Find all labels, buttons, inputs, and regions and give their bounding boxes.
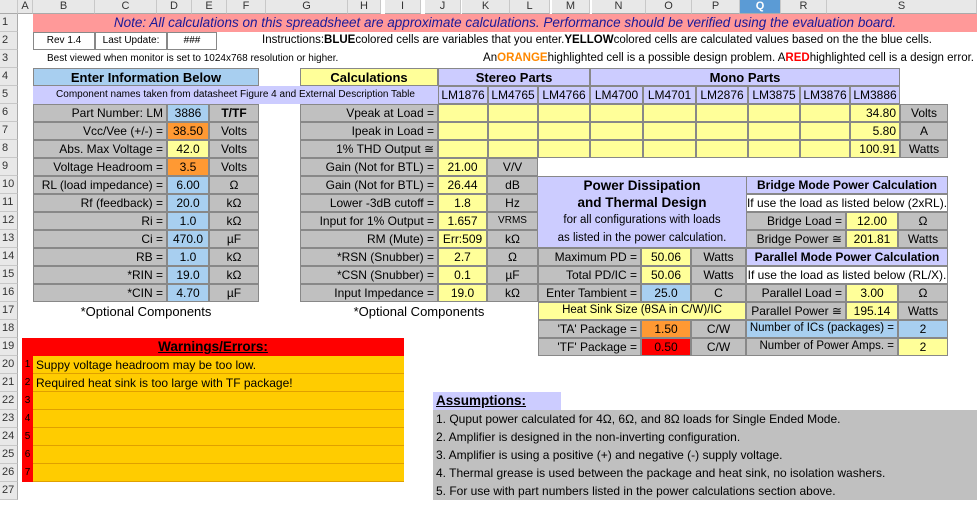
enter-label-1: Vcc/Vee (+/-) = [33,122,167,140]
part-unit-2: Watts [900,140,948,158]
row-header-16[interactable]: 16 [0,284,18,302]
calc-unit-8: Ω [487,248,538,266]
warning-item-5 [33,428,404,446]
row-header-27[interactable]: 27 [0,482,18,500]
component-names-note: Component names taken from datasheet Figure 4 and External Description Table [33,86,438,104]
calc-unit-6: VRMS [487,212,538,230]
row-header-1[interactable]: 1 [0,14,18,32]
number-ics-label: Number of ICs (packages) = [746,320,898,338]
warnings-title: Warnings/Errors: [22,338,404,356]
warning-num-3: 3 [22,392,33,410]
column-header-k[interactable]: K [462,0,510,14]
row-header-8[interactable]: 8 [0,140,18,158]
parallel-load-value: 3.00 [846,284,898,302]
max-pd-unit: Watts [691,248,746,266]
calc-unit-5: Hz [487,194,538,212]
tf-package-value: 0.50 [641,338,691,356]
part-result-1-5 [696,122,748,140]
column-header-g[interactable]: G [266,0,348,14]
part-result-0-6 [748,104,800,122]
calc-unit-9: µF [487,266,538,284]
column-header-b[interactable]: B [33,0,95,14]
heat-sink-label: Heat Sink Size (θSA in C/W)/IC [538,302,746,320]
part-result-1-8: 5.80 [850,122,900,140]
calc-unit-10: kΩ [487,284,538,302]
part-header-lm3875: LM3875 [748,86,800,104]
part-result-0-0 [438,104,488,122]
assumption-item-5: 5. For use with part numbers listed in the power calculations section above. [433,482,977,500]
column-header-a[interactable]: A [18,0,33,14]
part-header-lm4701: LM4701 [643,86,696,104]
row-header-5[interactable]: 5 [0,86,18,104]
bridge-power-unit: Watts [898,230,948,248]
enter-unit-2: Volts [209,140,259,158]
warning-num-6: 6 [22,446,33,464]
enter-unit-1: Volts [209,122,259,140]
assumption-item-3: 3. Amplifier is using a positive (+) and negative (-) supply voltage. [433,446,977,464]
column-header-n[interactable]: N [592,0,646,14]
warning-item-3 [33,392,404,410]
parallel-power-unit: Watts [898,302,948,320]
best-viewed-note: Best viewed when monitor is set to 1024x768 resolution or higher. [47,53,339,64]
warning-item-4 [33,410,404,428]
part-header-lm3886: LM3886 [850,86,900,104]
orange-pre: An [483,52,498,65]
row-header-9[interactable]: 9 [0,158,18,176]
part-result-0-1 [488,104,538,122]
column-header-f[interactable]: F [227,0,266,14]
part-result-2-8: 100.91 [850,140,900,158]
parallel-power-label: Parallel Power ≅ [746,302,846,320]
enter-unit-10: µF [209,284,259,302]
part-result-1-0 [438,122,488,140]
part-result-0-8: 34.80 [850,104,900,122]
row-header-11[interactable]: 11 [0,194,18,212]
column-header-o[interactable]: O [646,0,692,14]
part-header-lm3876: LM3876 [800,86,850,104]
part-header-lm1876: LM1876 [438,86,488,104]
calc-unit-7: kΩ [487,230,538,248]
row-header-15[interactable]: 15 [0,266,18,284]
part-result-2-1 [488,140,538,158]
max-pd-label: Maximum PD = [538,248,641,266]
power-title-2: and Thermal Design [538,194,746,212]
row-header-18[interactable]: 18 [0,320,18,338]
row-header-6[interactable]: 6 [0,104,18,122]
bridge-load-value: 12.00 [846,212,898,230]
enter-value-9[interactable]: 19.0 [167,266,209,284]
part-result-0-5 [696,104,748,122]
calc-value-6: 1.657 [438,212,487,230]
row-header-26[interactable]: 26 [0,464,18,482]
bridge-power-value: 201.81 [846,230,898,248]
calc-label-3: Gain (Not for BTL) = [300,158,438,176]
part-result-2-2 [538,140,590,158]
row-header-3[interactable]: 3 [0,50,18,68]
row-header-13[interactable]: 13 [0,230,18,248]
column-header-s[interactable]: S [827,0,977,14]
warning-item-2: Required heat sink is too large with TF package! [33,374,404,392]
part-unit-1: A [900,122,948,140]
calc-value-9: 0.1 [438,266,487,284]
instructions-text [217,32,977,50]
power-sub-2: as listed in the power calculation. [538,230,746,248]
assumption-item-1: 1. Quput power calculated for 4Ω, 6Ω, and 8Ω loads for Single Ended Mode. [433,410,977,428]
power-title-1: Power Dissipation [538,176,746,194]
power-sub-1: for all configurations with loads [538,212,746,230]
part-header-lm2876: LM2876 [696,86,748,104]
row-header-7[interactable]: 7 [0,122,18,140]
enter-unit-0: T/TF [209,104,259,122]
part-result-0-2 [538,104,590,122]
column-header-m[interactable]: M [552,0,590,14]
part-result-1-7 [800,122,850,140]
column-header-h[interactable]: H [348,0,381,14]
part-result-0-4 [643,104,696,122]
tambient-input[interactable]: 25.0 [641,284,691,302]
calc-value-4: 26.44 [438,176,487,194]
orange-word: ORANGE [497,52,548,65]
part-header-lm4766: LM4766 [538,86,590,104]
enter-label-4: RL (load impedance) = [33,176,167,194]
max-pd-value: 50.06 [641,248,691,266]
calc-label-1: Ipeak in Load = [300,122,438,140]
calc-label-8: *RSN (Snubber) = [300,248,438,266]
enter-label-7: Ci = [33,230,167,248]
part-result-1-6 [748,122,800,140]
row-header-20[interactable]: 20 [0,356,18,374]
enter-unit-5: kΩ [209,194,259,212]
number-amps-value: 2 [898,338,948,356]
column-header-p[interactable]: P [692,0,740,14]
parallel-load-label: Parallel Load = [746,284,846,302]
calc-value-10: 19.0 [438,284,487,302]
parallel-title: Parallel Mode Power Calculation [746,248,948,266]
orange-post: highlighted cell is a design error. [809,52,974,65]
enter-value-8[interactable]: 1.0 [167,248,209,266]
instr-post: colored cells are calculated values based on the the blue cells. [613,34,932,47]
tambient-label: Enter Tambient = [538,284,641,302]
enter-value-6[interactable]: 1.0 [167,212,209,230]
part-result-2-3 [590,140,643,158]
bridge-load-unit: Ω [898,212,948,230]
enter-value-0[interactable]: 3886 [167,104,209,122]
red-word: RED [785,52,810,65]
enter-label-2: Abs. Max Voltage = [33,140,167,158]
row-header-4[interactable]: 4 [0,68,18,86]
column-header-e[interactable]: E [192,0,227,14]
calculations-title: Calculations [300,68,438,86]
enter-info-title: Enter Information Below [33,68,259,86]
part-result-1-4 [643,122,696,140]
orange-red-note [393,50,977,68]
calc-label-10: Input Impedance = [300,284,438,302]
row-header-24[interactable]: 24 [0,428,18,446]
number-ics-input[interactable]: 2 [898,320,948,338]
instr-yellow: YELLOW [564,34,614,47]
parallel-power-value: 195.14 [846,302,898,320]
enter-label-8: RB = [33,248,167,266]
calc-label-0: Vpeak at Load = [300,104,438,122]
part-header-lm4700: LM4700 [590,86,643,104]
parallel-sub: If use the load as listed below (RL/X). [747,268,947,282]
calc-value-7: Err:509 [438,230,487,248]
tf-package-label: 'TF' Package = [538,338,641,356]
enter-value-5[interactable]: 20.0 [167,194,209,212]
calc-unit-3: V/V [487,158,538,176]
enter-value-10[interactable]: 4.70 [167,284,209,302]
row-header-22[interactable]: 22 [0,392,18,410]
warning-num-5: 5 [22,428,33,446]
part-result-1-3 [590,122,643,140]
row-header-2[interactable]: 2 [0,32,18,50]
warning-num-7: 7 [22,464,33,482]
enter-label-0: Part Number: LM [33,104,167,122]
calc-label-4: Gain (Not for BTL) = [300,176,438,194]
column-header-i[interactable]: I [385,0,421,14]
warning-num-2: 2 [22,374,33,392]
total-pd-unit: Watts [691,266,746,284]
part-unit-0: Volts [900,104,948,122]
instr-blue: BLUE [324,34,356,47]
number-amps-label: Number of Power Amps. = [746,338,898,356]
enter-label-3: Voltage Headroom = [33,158,167,176]
assumption-item-4: 4. Thermal grease is used between the package and heat sink, no isolation washers. [433,464,977,482]
orange-mid: highlighted cell is a possible design problem. A [547,52,786,65]
ta-package-value: 1.50 [641,320,691,338]
instr-pre: Instructions: [262,34,325,47]
bridge-load-label: Bridge Load = [746,212,846,230]
stereo-parts-title: Stereo Parts [438,68,590,86]
enter-value-7[interactable]: 470.0 [167,230,209,248]
calc-label-2: 1% THD Output ≅ [300,140,438,158]
enter-value-2: 42.0 [167,140,209,158]
column-header-q[interactable]: Q [740,0,781,14]
parallel-load-unit: Ω [898,284,948,302]
part-result-2-4 [643,140,696,158]
assumption-item-2: 2. Amplifier is designed in the non-inverting configuration. [433,428,977,446]
row-header-19[interactable]: 19 [0,338,18,356]
enter-unit-6: kΩ [209,212,259,230]
row-header-17[interactable]: 17 [0,302,18,320]
calc-optional-note: *Optional Components [353,303,485,319]
calc-unit-4: dB [487,176,538,194]
enter-unit-4: Ω [209,176,259,194]
enter-unit-8: kΩ [209,248,259,266]
bridge-sub: If use the load as listed below (2xRL). [746,196,948,210]
rev-label: Rev 1.4 [33,32,95,50]
row-header-23[interactable]: 23 [0,410,18,428]
column-header-j[interactable]: J [425,0,461,14]
part-result-2-7 [800,140,850,158]
enter-value-1: 38.50 [167,122,209,140]
column-header-d[interactable]: D [157,0,192,14]
part-result-2-0 [438,140,488,158]
bridge-power-label: Bridge Power ≅ [746,230,846,248]
calc-label-5: Lower -3dB cutoff = [300,194,438,212]
part-result-0-3 [590,104,643,122]
assumptions-title: Assumptions: [433,392,561,410]
last-update-value[interactable]: ### [167,32,217,50]
calc-value-8: 2.7 [438,248,487,266]
row-header-21[interactable]: 21 [0,374,18,392]
enter-value-4[interactable]: 6.00 [167,176,209,194]
enter-unit-7: µF [209,230,259,248]
calc-label-7: RM (Mute) = [300,230,438,248]
column-header-l[interactable]: L [510,0,550,14]
part-header-lm4765: LM4765 [488,86,538,104]
row-header-25[interactable]: 25 [0,446,18,464]
enter-unit-3: Volts [209,158,259,176]
tf-package-unit: C/W [691,338,746,356]
column-header-c[interactable]: C [95,0,157,14]
part-result-2-6 [748,140,800,158]
calc-value-5: 1.8 [438,194,487,212]
row-header-12[interactable]: 12 [0,212,18,230]
calc-label-9: *CSN (Snubber) = [300,266,438,284]
total-pd-label: Total PD/IC = [538,266,641,284]
mono-parts-title: Mono Parts [590,68,900,86]
warning-item-6 [33,446,404,464]
ta-package-unit: C/W [691,320,746,338]
part-result-2-5 [696,140,748,158]
enter-label-9: *RIN = [33,266,167,284]
enter-unit-9: kΩ [209,266,259,284]
note-banner: Note: All calculations on this spreadsheet are approximate calculations. Performance should be verified using the evaluation board. [33,14,977,32]
select-all-corner[interactable] [0,0,18,14]
part-result-1-2 [538,122,590,140]
warning-num-1: 1 [22,356,33,374]
row-header-10[interactable]: 10 [0,176,18,194]
column-header-r[interactable]: R [781,0,827,14]
part-result-0-7 [800,104,850,122]
calc-value-3: 21.00 [438,158,487,176]
tambient-unit: C [691,284,746,302]
part-result-1-1 [488,122,538,140]
last-update-label: Last Update: [95,32,167,50]
warning-item-7 [33,464,404,482]
enter-optional-note: *Optional Components [80,303,212,319]
row-header-14[interactable]: 14 [0,248,18,266]
enter-label-5: Rf (feedback) = [33,194,167,212]
instr-mid: colored cells are variables that you enter. [355,34,565,47]
enter-label-10: *CIN = [33,284,167,302]
bridge-title: Bridge Mode Power Calculation [746,176,948,194]
calc-label-6: Input for 1% Output = [300,212,438,230]
enter-label-6: Ri = [33,212,167,230]
warning-num-4: 4 [22,410,33,428]
ta-package-label: 'TA' Package = [538,320,641,338]
total-pd-value: 50.06 [641,266,691,284]
warning-item-1: Suppy voltage headroom may be too low. [33,356,404,374]
enter-value-3: 3.5 [167,158,209,176]
